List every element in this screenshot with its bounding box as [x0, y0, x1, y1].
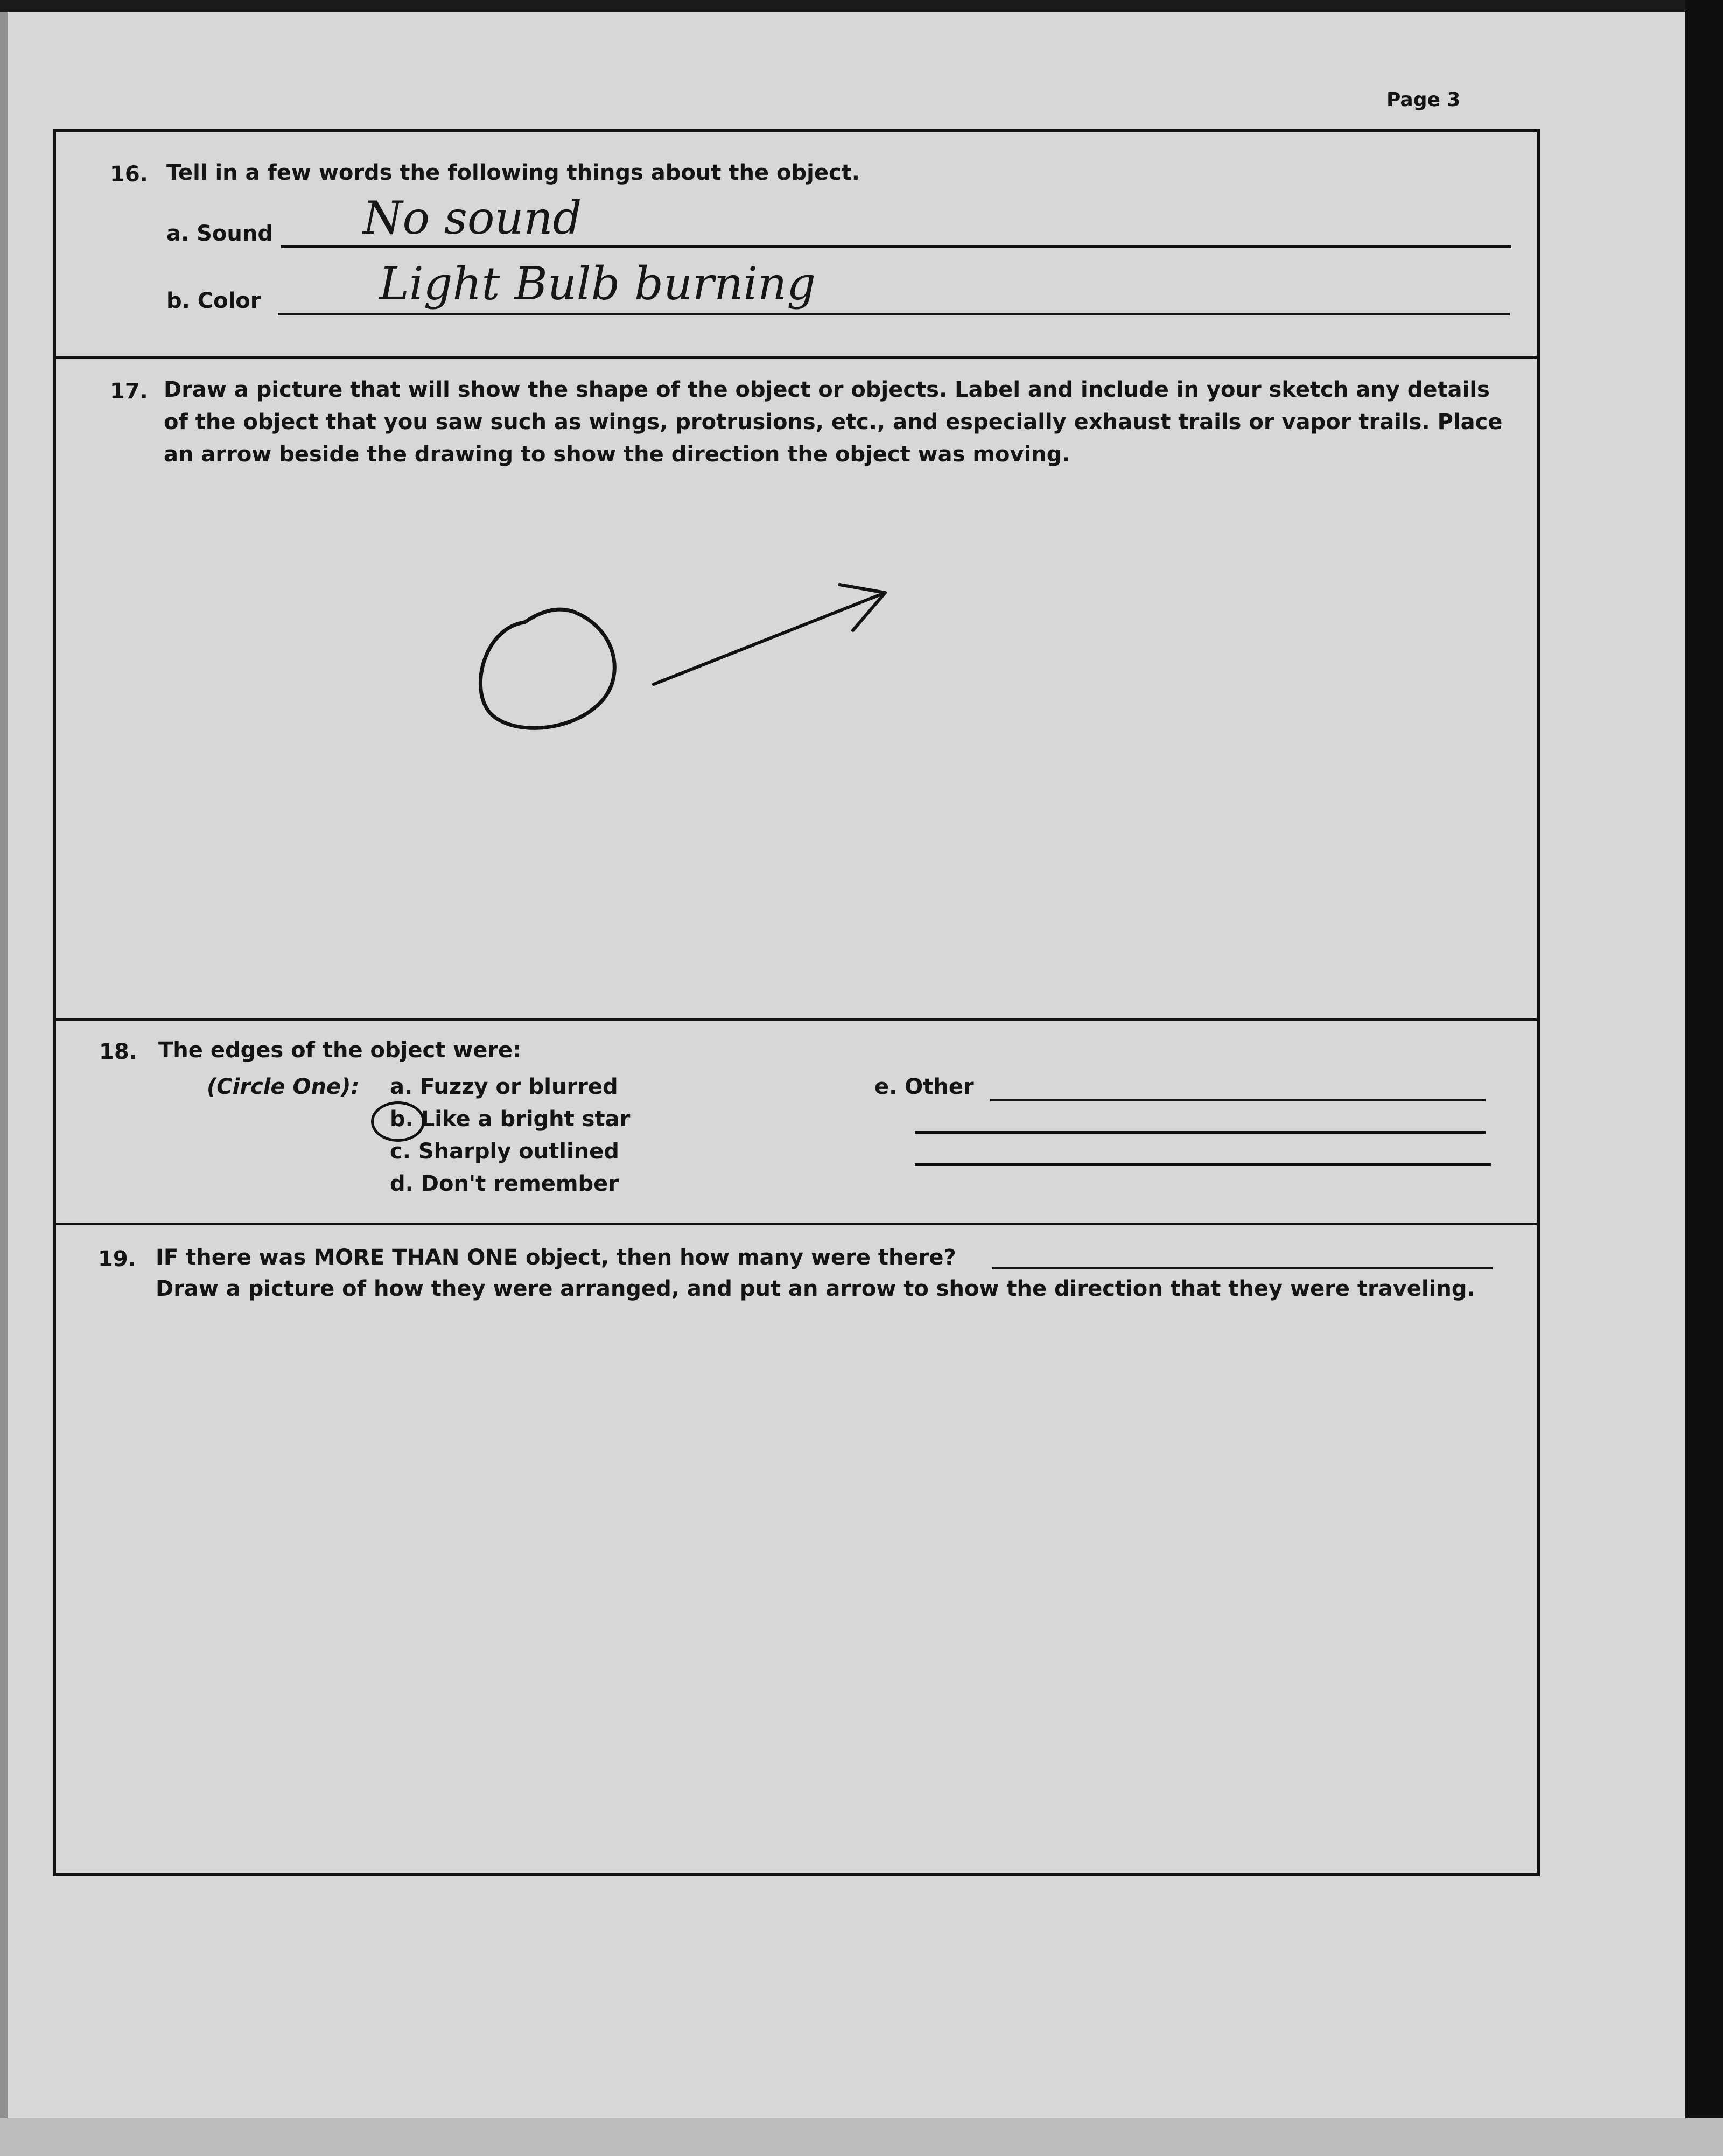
object-sketch: [56, 359, 1537, 1018]
sound-answer-line: [281, 245, 1511, 248]
question-16-prompt: Tell in a few words the following things about the object.: [166, 160, 860, 185]
object-count-answer-line[interactable]: [992, 1267, 1493, 1269]
page-number: Page 3: [1386, 89, 1461, 111]
sound-answer-handwritten[interactable]: No sound: [363, 192, 582, 244]
question-18-prompt: The edges of the object were:: [158, 1038, 522, 1063]
question-19-section: [56, 1225, 1537, 1873]
option-a[interactable]: a. Fuzzy or blurred: [390, 1075, 618, 1099]
color-answer-line: [278, 313, 1510, 315]
option-c[interactable]: c. Sharply outlined: [390, 1139, 619, 1164]
color-label: b. Color: [166, 289, 261, 313]
question-19-number: 19.: [98, 1247, 136, 1272]
other-answer-line-2[interactable]: [915, 1131, 1486, 1134]
film-edge-right: [1685, 0, 1723, 2156]
other-answer-line-3[interactable]: [915, 1163, 1491, 1166]
selected-option-circle: [371, 1101, 425, 1142]
question-16-section: [56, 132, 1537, 359]
option-b[interactable]: b. Like a bright star: [390, 1107, 631, 1132]
question-19-prompt-line-2: Draw a picture of how they were arranged, and put an arrow to show the direction that they were traveling.: [156, 1276, 1475, 1301]
circle-one-instruction: (Circle One):: [207, 1075, 360, 1099]
film-edge-top: [0, 0, 1723, 12]
film-edge-bottom: [0, 2118, 1723, 2156]
question-17-prompt-line-3: an arrow beside the drawing to show the direction the object was moving.: [164, 442, 1070, 467]
question-18-number: 18.: [99, 1040, 137, 1064]
sound-label: a. Sound: [166, 221, 273, 246]
question-16-number: 16.: [110, 162, 148, 187]
question-17-section: [56, 359, 1537, 1021]
color-answer-handwritten[interactable]: Light Bulb burning: [379, 257, 816, 310]
sketched-object-circle: [480, 609, 614, 728]
question-17-number: 17.: [110, 379, 148, 404]
question-18-section: [56, 1021, 1537, 1225]
questionnaire-form: [53, 129, 1540, 1876]
direction-arrow-shaft: [654, 593, 885, 684]
film-edge-left: [0, 0, 8, 2156]
question-17-prompt-line-1: Draw a picture that will show the shape of the object or objects. Label and include in your sketch any details: [164, 377, 1490, 402]
option-d[interactable]: d. Don't remember: [390, 1171, 619, 1196]
other-answer-line-1[interactable]: [990, 1099, 1486, 1101]
other-label: e. Other: [874, 1075, 974, 1099]
question-19-prompt-line-1: IF there was MORE THAN ONE object, then how many were there?: [156, 1245, 956, 1270]
question-17-prompt-line-2: of the object that you saw such as wings, protrusions, etc., and especially exhaust trails or vapor trails. Place: [164, 410, 1503, 434]
